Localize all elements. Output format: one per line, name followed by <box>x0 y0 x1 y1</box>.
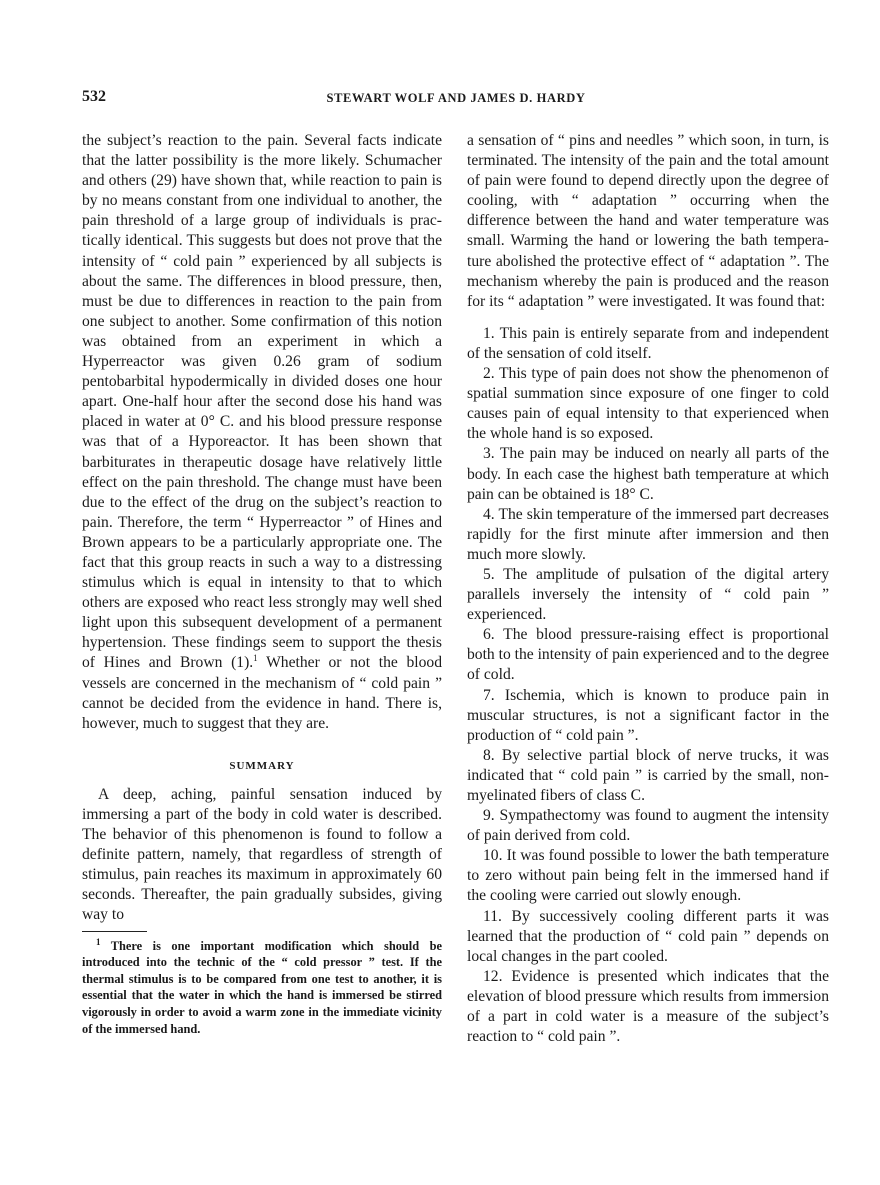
body-paragraph <box>82 131 442 734</box>
footnote-reference: 1 <box>253 653 258 664</box>
footnote <box>82 938 442 1038</box>
paragraph-text: the subject’s reaction to the pain. Several facts indicate that the latter possibility is the more likely. Schumacher and others (29) have shown that, while reaction to pain is by no means constant from one individual to another, the pain threshold of a large group of individuals is practically identical. This suggests but does not prove that the intensity of “ cold pain ” experienced by all subjects is about the same. The differences in blood pressure, then, must be due to differences in reaction to the pain from one subject to another. Some confirmation of this notion was obtained from an experiment in which a Hyperreactor was given 0.26 gram of sodium pentobarbital hypodermically in divided doses one hour apart. One-half hour after the second dose his hand was placed in water at 0° C. and his blood pressure response was that of a Hyporeactor. It has been shown that barbiturates in therapeutic dosage have relatively little effect on the pain threshold. The change must have been due to the effect of the drug on the subject’s reaction to pain. Therefore, the term “ Hyperreactor ” of Hines and Brown appears to be a particularly appropriate one. The fact that this group reacts in such a way to a distressing stimulus which is equal in intensity to that to which others are exposed who react less strongly may well shed light upon this subsequent development of a permanent hypertension. These findings seem to support the thesis of Hines and Brown (1). <box>82 132 442 672</box>
finding-item: 10. It was found possible to lower the bath temperature to zero without pain being felt in the immersed hand if the cooling were carried out slowly enough. <box>467 847 829 905</box>
summary-paragraph: A deep, aching, painful sensation induced by immersing a part of the body in cold water is described. The behavior of this phenomenon is found to follow a definite pattern, namely, that regardless of strength of stimulus, pain reaches its maximum in approximately 60 seconds. Thereafter, the pain gradually subsides, giving way to <box>82 785 442 924</box>
page-header <box>82 88 830 112</box>
finding-item: 8. By selective partial block of nerve trucks, it was indicated that “ cold pain ” is carried by the small, non-myelinated fibers of class C. <box>467 746 829 804</box>
summary-paragraph-continued: a sensation of “ pins and needles ” which soon, in turn, is terminated. The intensity of the pain and the total amount of pain were found to depend directly upon the degree of cooling, with “ adaptation ” occurring when the difference between the hand and water temperature was small. Warming the hand or lowering the bath temperature abolished the protective effect of “ adaptation ”. The mechanism whereby the pain is produced and the reason for its “ adaptation ” were investigated. It was found that: <box>467 132 829 310</box>
footnote-text: There is one important modification which should be introduced into the technic of the “ cold pressor ” test. If the thermal stimulus is to be compared from one test to another, it is essential that the water in which the hand is immersed be stirred vigorously in order to avoid a warm zone in the immediate vicinity of the immersed hand. <box>82 938 442 1036</box>
finding-item: 9. Sympathectomy was found to augment the intensity of pain derived from cold. <box>467 807 829 845</box>
left-column <box>82 131 442 1037</box>
finding-item: 12. Evidence is presented which indicates that the elevation of blood pressure which results from immersion of a part in cold water is a measure of the subject’s reaction to “ cold pain ”. <box>467 967 829 1046</box>
finding-item: 1. This pain is entirely separate from and independent of the sensation of cold itself. <box>467 324 829 362</box>
finding-item: 11. By successively cooling different parts it was learned that the production of “ cold pain ” depends on local changes in the part cooled. <box>467 907 829 965</box>
running-head-authors: STEWART WOLF AND JAMES D. HARDY <box>326 91 586 105</box>
right-column <box>467 131 829 1047</box>
finding-item: 5. The amplitude of pulsation of the digital artery parallels inversely the intensity of “ cold pain ” experienced. <box>467 565 829 624</box>
paragraph-text-tail: Whether or not the blood vessels are concerned in the mechanism of “ cold pain ” cannot be decided from the evidence in hand. There is, however, much to suggest that they are. <box>82 654 442 732</box>
finding-item: 2. This type of pain does not show the phenomenon of spatial summation since exposure of one finger to cold causes pain of equal intensity to that experienced when the whole hand is so exposed. <box>467 365 829 443</box>
section-heading-summary: SUMMARY <box>229 759 295 772</box>
findings-list <box>467 324 829 1047</box>
footnote-divider <box>82 931 147 932</box>
finding-item: 3. The pain may be induced on nearly all parts of the body. In each case the highest bath temperature at which pain can be obtained is 18° C. <box>467 445 829 503</box>
page-number: 532 <box>82 88 106 105</box>
finding-item: 4. The skin temperature of the immersed part decreases rapidly for the first minute after immersion and then much more slowly. <box>467 505 829 563</box>
finding-item: 7. Ischemia, which is known to produce pain in muscular structures, is not a significant factor in the production of “ cold pain ”. <box>467 686 829 744</box>
footnote-marker: 1 <box>96 936 101 947</box>
finding-item: 6. The blood pressure-raising effect is proportional both to the intensity of pain experienced and to the degree of cold. <box>467 626 829 684</box>
